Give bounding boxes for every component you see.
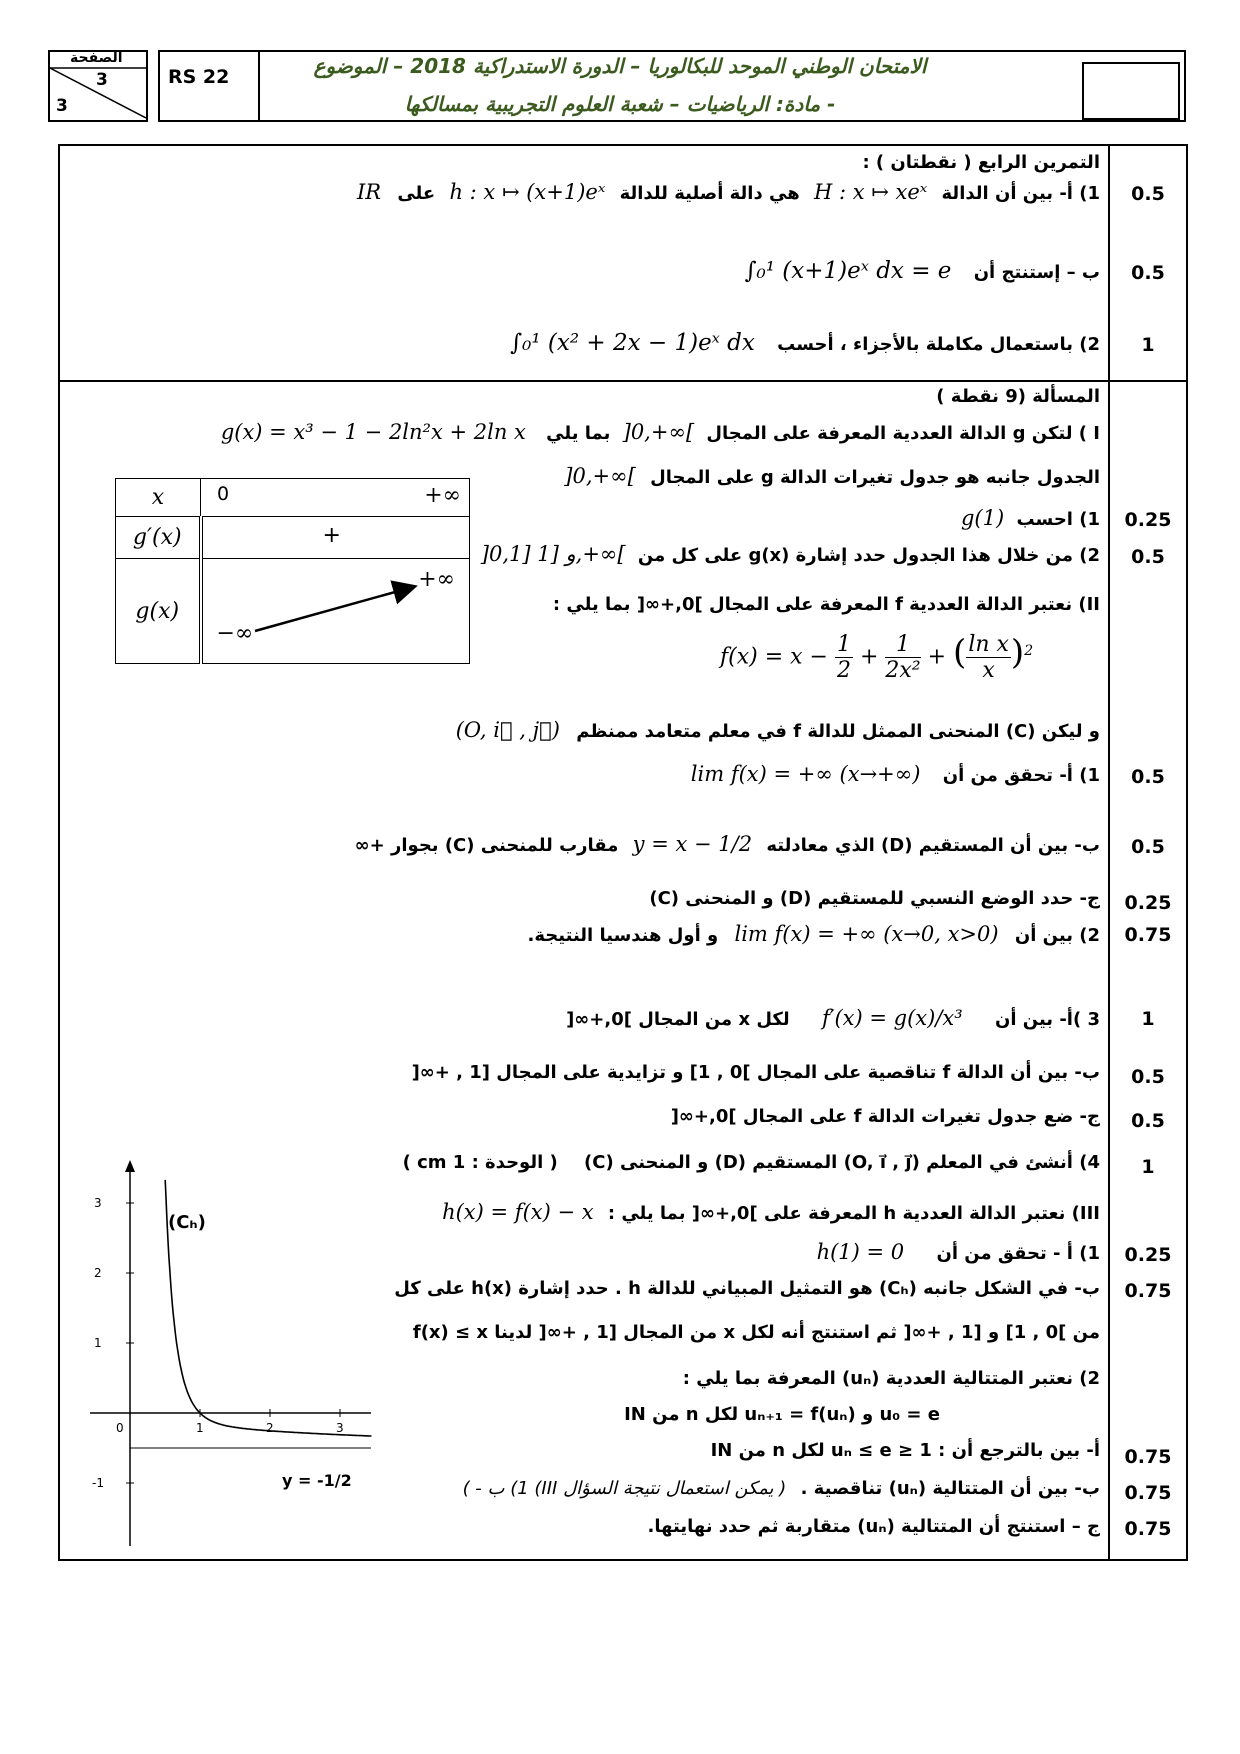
III-q1a: 1) أ - تحقق من أن h(1) = 0 <box>816 1240 1100 1264</box>
ex4-q2: 2) باستعمال مكاملة بالأجزاء ، أحسب ∫₀¹ (x² + 2x − 1)eˣ dx <box>510 330 1100 356</box>
f-formula: f(x) = x − $\frac{1}{2}$ + $\frac{1}{\text{2x²}}$ + ( $\frac{\text{ln x}}{x}$ )$^2$ <box>720 632 1034 683</box>
II-q3c-points: 0.5 <box>1131 1110 1165 1132</box>
graph-x-tick-3: 3 <box>336 1421 344 1435</box>
vt-gp-label: g′(x) <box>116 517 201 559</box>
graph-ch <box>86 1156 376 1556</box>
II-q1a: 1) أ- تحقق من أن lim f(x) = +∞ (x→+∞) <box>690 762 1100 786</box>
section-divider <box>58 380 1188 382</box>
I-q2: 2) من خلال هذا الجدول حدد إشارة g(x) على كل من ]0,1] و [1,+∞[ <box>480 542 1100 566</box>
points-column-divider <box>1108 144 1110 1561</box>
II-q1a-points: 0.5 <box>1131 766 1165 788</box>
II-q1b: ب- بين أن المستقيم (D) الذي معادلته y = x − 1/2 مقارب للمنحنى (C) بجوار +∞ <box>354 832 1100 856</box>
II-q2-points: 0.75 <box>1124 924 1172 946</box>
I-q1: 1) احسب g(1) <box>960 506 1100 530</box>
vt-x-label: x <box>116 479 201 517</box>
II-q3a: 3 )أ- بين أن f′(x) = g(x)/x³ لكل x من المجال ]0,+∞[ <box>566 1006 1100 1030</box>
graph-curve-label: (Cₕ) <box>168 1212 206 1233</box>
II-q4: 4) أنشئ في المعلم (O, i⃗ , j⃗) المستقيم (D) و المنحنى (C) ( الوحدة : 1 cm ) <box>402 1152 1100 1173</box>
exam-code-box <box>158 50 260 122</box>
II-q2: 2) بين أن lim f(x) = +∞ (x→0, x>0) و أول هندسيا النتيجة. <box>527 922 1100 946</box>
III-q2c-points: 0.75 <box>1124 1518 1172 1540</box>
graph-x-tick-2: 2 <box>266 1421 274 1435</box>
I-q2-points: 0.5 <box>1131 546 1165 568</box>
header-title-line2: - مادة: الرياضيات – شعبة العلوم التجريبية بمسالكها <box>404 92 836 116</box>
graph-ticks <box>126 1203 340 1483</box>
page-total: 3 <box>56 96 68 116</box>
problem-title: المسألة (9 نقطة ) <box>936 386 1100 407</box>
II-q3b-points: 0.5 <box>1131 1066 1165 1088</box>
graph-y-tick-2: 2 <box>94 1266 102 1280</box>
graph-y-tick-3: 3 <box>94 1196 102 1210</box>
page-num: 3 <box>96 70 108 90</box>
vt-minf: −∞ <box>216 621 254 646</box>
page-label: الصفحة <box>70 50 123 66</box>
vt-pinf: +∞ <box>418 567 455 592</box>
vt-xinf: +∞ <box>424 483 461 508</box>
II-q1b-points: 0.5 <box>1131 836 1165 858</box>
III-q1a-points: 0.25 <box>1124 1244 1172 1266</box>
graph-y-arrow-icon <box>125 1160 135 1172</box>
ex4-q2-points: 1 <box>1141 334 1155 356</box>
III-q2: 2) نعتبر المتتالية العددية (uₙ) المعرفة بما يلي : <box>682 1368 1100 1389</box>
graph-x-tick-0: 0 <box>116 1421 124 1435</box>
graph-x-tick-1: 1 <box>196 1421 204 1435</box>
header-title-line1: الامتحان الوطني الموحد للبكالوريا – الدورة الاستدراكية 2018 – الموضوع <box>313 54 927 78</box>
III-intro: III) نعتبر الدالة العددية h المعرفة على ]0,+∞[ بما يلي : h(x) = f(x) − x <box>442 1200 1100 1224</box>
ex4-q1b: ب – إستنتج أن ∫₀¹ (x+1)eˣ dx = e <box>744 258 1100 284</box>
empty-box <box>1082 62 1180 120</box>
page-number-box <box>48 50 148 122</box>
II-q3b: ب- بين أن الدالة f تناقصية على المجال ]0 , 1] و تزايدية على المجال [1 , +∞[ <box>411 1062 1100 1083</box>
vt-sign: + <box>322 523 341 548</box>
graph-asymptote-label: y = -1/2 <box>282 1471 352 1490</box>
III-q2a: أ- بين بالترجع أن : 1 ≤ uₙ ≤ e لكل n من IN <box>710 1440 1100 1461</box>
II-curve: و ليكن (C) المنحنى الممثل للدالة f في معلم متعامد ممنظم (O, i⃗ , j⃗) <box>455 718 1100 742</box>
exam-code: RS 22 <box>168 66 230 88</box>
ex4-q1a: 1) أ- بين أن الدالة H : x ↦ xeˣ هي دالة أصلية للدالة h : x ↦ (x+1)eˣ على IR <box>356 180 1100 204</box>
I-intro: I ) لتكن g الدالة العددية المعرفة على المجال ]0,+∞[ بما يلي g(x) = x³ − 1 − 2ln²x + 2ln x <box>220 420 1100 444</box>
vt-x0: 0 <box>217 483 230 505</box>
I-q1-points: 0.25 <box>1124 509 1172 531</box>
III-q2c: ج – استنتج أن المتتالية (uₙ) متقاربة ثم حدد نهايتها. <box>647 1516 1100 1537</box>
II-q3c: ج- ضع جدول تغيرات الدالة f على المجال ]0,+∞[ <box>670 1106 1100 1127</box>
III-q2-def: u₀ = e و uₙ₊₁ = f(uₙ) لكل n من IN <box>624 1404 940 1425</box>
graph-y-tick-1: 1 <box>94 1336 102 1350</box>
ex4-title: التمرين الرابع ( نقطتان ) : <box>862 152 1100 173</box>
II-q1c: ج- حدد الوضع النسبي للمستقيم (D) و المنحنى (C) <box>649 888 1100 909</box>
variation-table-g <box>115 478 470 664</box>
III-q1b-points: 0.75 <box>1124 1280 1172 1302</box>
II-intro: II) نعتبر الدالة العددية f المعرفة على المجال ]0,+∞[ بما يلي : <box>552 594 1100 615</box>
I-table-text: الجدول جانبه هو جدول تغيرات الدالة g على المجال ]0,+∞[ <box>564 464 1100 488</box>
II-q1c-points: 0.25 <box>1124 892 1172 914</box>
III-q1b: ب- في الشكل جانبه (Cₕ) هو التمثيل المبياني للدالة h . حدد إشارة h(x) على كل <box>394 1278 1100 1299</box>
III-q1b-cont: من ]0 , 1] و [1 , +∞[ ثم استنتج أنه لكل x من المجال [1 , +∞[ لدينا f(x) ≤ x <box>412 1322 1100 1343</box>
II-q4-points: 1 <box>1141 1156 1155 1178</box>
vt-increasing-arrow <box>253 579 433 639</box>
III-q2a-points: 0.75 <box>1124 1446 1172 1468</box>
ex4-q1b-points: 0.5 <box>1131 262 1165 284</box>
II-q3a-points: 1 <box>1141 1008 1155 1030</box>
III-q2b-points: 0.75 <box>1124 1482 1172 1504</box>
graph-y-tick-m1: -1 <box>92 1476 104 1490</box>
III-q2b: ب- بين أن المتتالية (uₙ) تناقصية . ( يمكن استعمال نتيجة السؤال III) 1) ب - ) <box>462 1478 1100 1499</box>
ex4-q1a-points: 0.5 <box>1131 183 1165 205</box>
vt-g-label: g(x) <box>116 559 201 664</box>
